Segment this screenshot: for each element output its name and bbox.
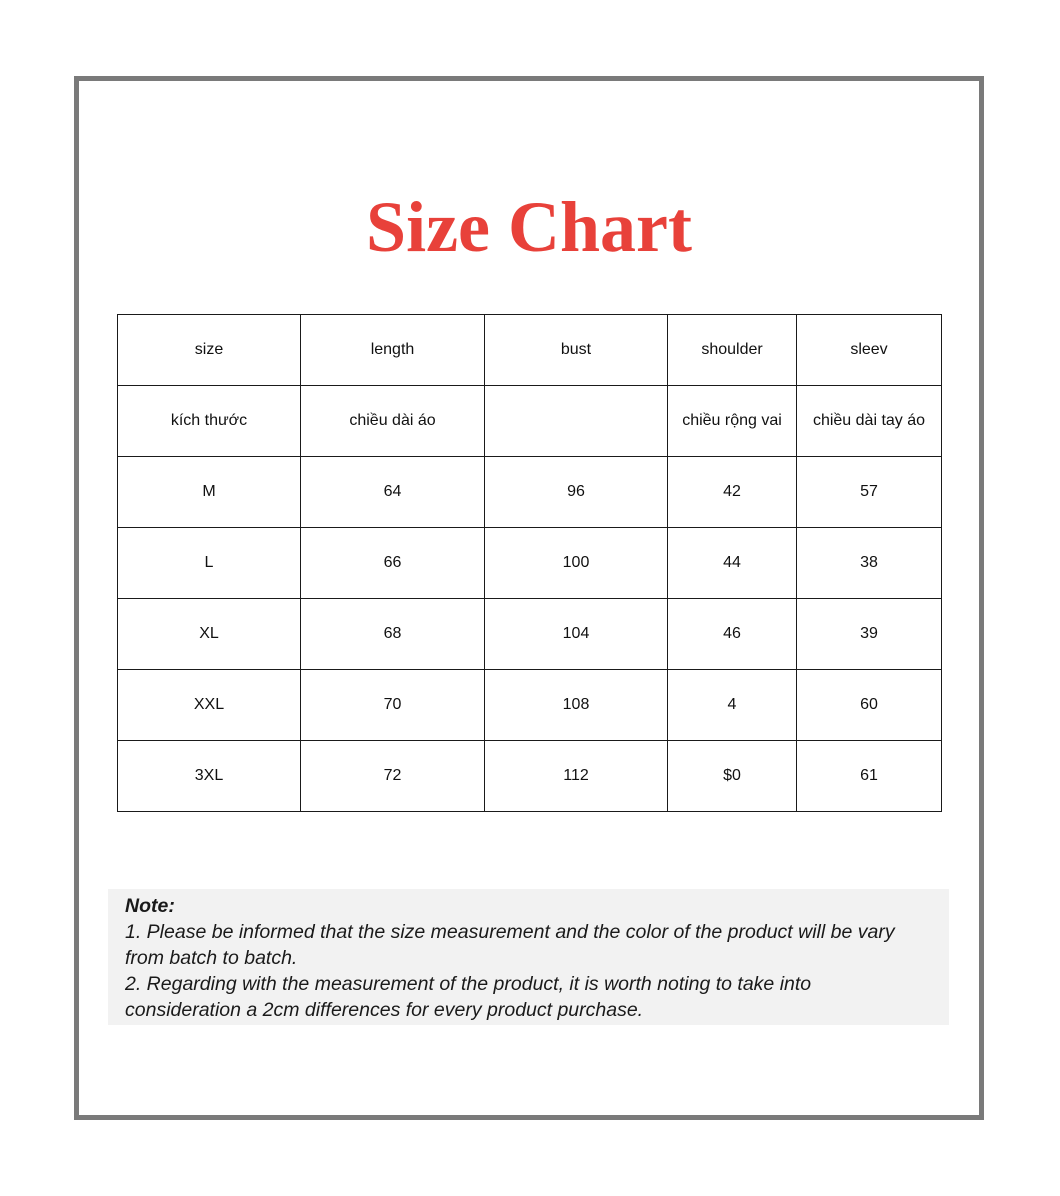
cell-sleeve: 39: [797, 599, 942, 670]
table-row: [118, 528, 942, 599]
cell-shoulder: 42: [668, 457, 797, 528]
cell-sleeve: 61: [797, 741, 942, 812]
size-table: [117, 314, 942, 812]
header-length: length: [301, 315, 485, 386]
cell-bust: 96: [485, 457, 668, 528]
cell-bust: 100: [485, 528, 668, 599]
table-header-row-en: [118, 315, 942, 386]
header-vi-length: chiều dài áo: [301, 386, 485, 457]
cell-shoulder: 46: [668, 599, 797, 670]
cell-shoulder: 44: [668, 528, 797, 599]
table-row: [118, 741, 942, 812]
cell-size: M: [118, 457, 301, 528]
table-header-row-vi: [118, 386, 942, 457]
header-vi-shoulder: chiều rộng vai: [668, 386, 797, 457]
header-vi-sleeve: chiều dài tay áo: [797, 386, 942, 457]
cell-size: L: [118, 528, 301, 599]
cell-length: 66: [301, 528, 485, 599]
size-chart-frame: [74, 76, 984, 1120]
cell-length: 72: [301, 741, 485, 812]
cell-shoulder: $0: [668, 741, 797, 812]
cell-length: 70: [301, 670, 485, 741]
header-bust: bust: [485, 315, 668, 386]
header-vi-size: kích thước: [118, 386, 301, 457]
cell-bust: 104: [485, 599, 668, 670]
header-shoulder: shoulder: [668, 315, 797, 386]
cell-length: 64: [301, 457, 485, 528]
cell-sleeve: 57: [797, 457, 942, 528]
cell-length: 68: [301, 599, 485, 670]
table-row: [118, 599, 942, 670]
cell-bust: 112: [485, 741, 668, 812]
note-line-1: 1. Please be informed that the size measurement and the color of the product will be vary from batch to batch.: [125, 921, 895, 969]
cell-bust: 108: [485, 670, 668, 741]
cell-sleeve: 60: [797, 670, 942, 741]
cell-size: 3XL: [118, 741, 301, 812]
cell-size: XXL: [118, 670, 301, 741]
note-heading: Note:: [125, 895, 175, 917]
header-vi-bust: [485, 386, 668, 457]
header-sleeve: sleev: [797, 315, 942, 386]
header-size: size: [118, 315, 301, 386]
note-box: [108, 889, 949, 1025]
cell-shoulder: 4: [668, 670, 797, 741]
table-row: [118, 670, 942, 741]
table-row: [118, 457, 942, 528]
cell-sleeve: 38: [797, 528, 942, 599]
page-title: Size Chart: [366, 187, 692, 267]
cell-size: XL: [118, 599, 301, 670]
note-line-2: 2. Regarding with the measurement of the product, it is worth noting to take into consideration a 2cm differences for every product purchase.: [125, 973, 812, 1021]
